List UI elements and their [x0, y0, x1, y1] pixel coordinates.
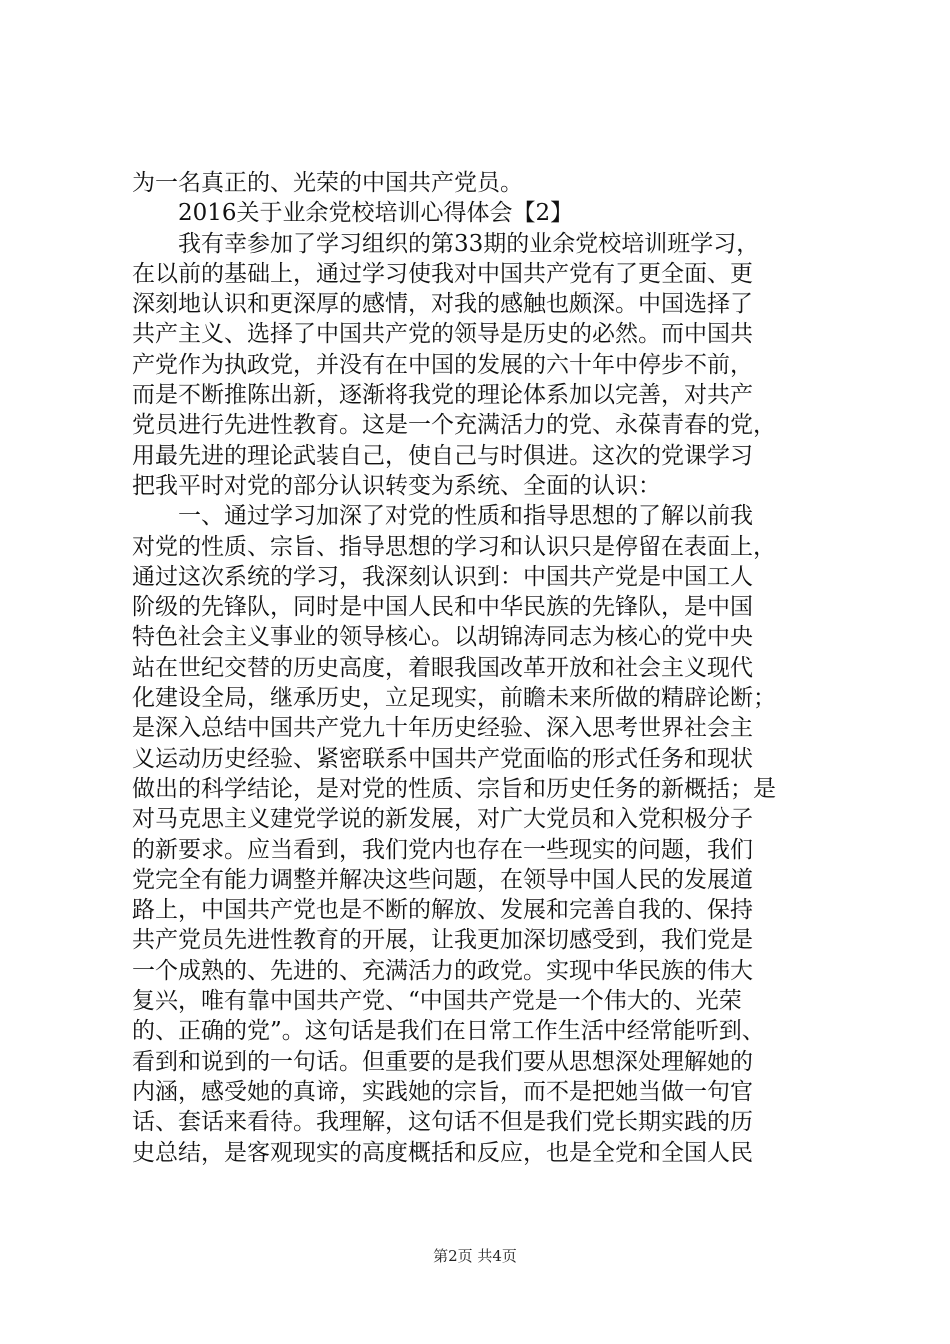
text-line: 用最先进的理论武装自己，使自己与时俱进。这次的党课学习 [132, 442, 753, 469]
text-line: 党员进行先进性教育。这是一个充满活力的党、永葆青春的党， [132, 412, 776, 439]
text-line: 为一名真正的、光荣的中国共产党员。 [132, 170, 523, 196]
text-line: 话、套话来看待。我理解，这句话不但是我们党长期实践的历 [132, 1109, 753, 1136]
text-line: 产党作为执政党，并没有在中国的发展的六十年中停步不前， [132, 351, 753, 378]
text-line: 对党的性质、宗旨、指导思想的学习和认识只是停留在表面上， [132, 533, 776, 560]
text-line: 的新要求。应当看到，我们党内也存在一些现实的问题，我们 [132, 836, 753, 863]
text-line: 内涵，感受她的真谛，实践她的宗旨，而不是把她当做一句官 [132, 1078, 753, 1105]
text-line: 是深入总结中国共产党九十年历史经验、深入思考世界社会主 [132, 715, 753, 742]
text-line: 特色社会主义事业的领导核心。以胡锦涛同志为核心的党中央 [132, 624, 753, 651]
text-line: 一、通过学习加深了对党的性质和指导思想的了解以前我 [178, 503, 753, 530]
text-line: 深刻地认识和更深厚的感情，对我的感触也颇深。中国选择了 [132, 291, 753, 318]
text-line: 共产党员先进性教育的开展，让我更加深切感受到，我们党是 [132, 927, 753, 954]
text-line: 2016关于业余党校培训心得体会【2】 [178, 200, 574, 227]
text-line: 阶级的先锋队，同时是中国人民和中华民族的先锋队，是中国 [132, 594, 753, 621]
document-body [132, 168, 832, 1168]
text-line: 史总结，是客观现实的高度概括和反应，也是全党和全国人民 [132, 1139, 753, 1166]
text-line: 把我平时对党的部分认识转变为系统、全面的认识： [132, 472, 661, 499]
text-line: 化建设全局，继承历史，立足现实，前瞻未来所做的精辟论断； [132, 685, 776, 712]
text-line: 复兴，唯有靠中国共产党、“中国共产党是一个伟大的、光荣 [132, 988, 742, 1015]
text-line: 而是不断推陈出新，逐渐将我党的理论体系加以完善，对共产 [132, 382, 753, 409]
text-line: 一个成熟的、先进的、充满活力的政党。实现中华民族的伟大 [132, 957, 753, 984]
text-line: 通过这次系统的学习，我深刻认识到：中国共产党是中国工人 [132, 563, 753, 590]
text-line: 共产主义、选择了中国共产党的领导是历史的必然。而中国共 [132, 321, 753, 348]
text-line: 看到和说到的一句话。但重要的是我们要从思想深处理解她的 [132, 1048, 753, 1075]
text-line: 义运动历史经验、紧密联系中国共产党面临的形式任务和现状 [132, 745, 753, 772]
text-line: 对马克思主义建党学说的新发展，对广大党员和入党积极分子 [132, 806, 753, 833]
text-line: 路上，中国共产党也是不断的解放、发展和完善自我的、保持 [132, 897, 753, 924]
text-line: 党完全有能力调整并解决这些问题，在领导中国人民的发展道 [132, 866, 753, 893]
text-line: 做出的科学结论，是对党的性质、宗旨和历史任务的新概括；是 [132, 775, 776, 802]
text-line: 的、正确的党”。这句话是我们在日常工作生活中经常能听到、 [132, 1018, 765, 1045]
text-line: 我有幸参加了学习组织的第33期的业余党校培训班学习， [178, 230, 760, 257]
page-footer: 第2页 共4页 [433, 1247, 517, 1265]
text-line: 站在世纪交替的历史高度，着眼我国改革开放和社会主义现代 [132, 654, 753, 681]
text-line: 在以前的基础上，通过学习使我对中国共产党有了更全面、更 [132, 260, 753, 287]
